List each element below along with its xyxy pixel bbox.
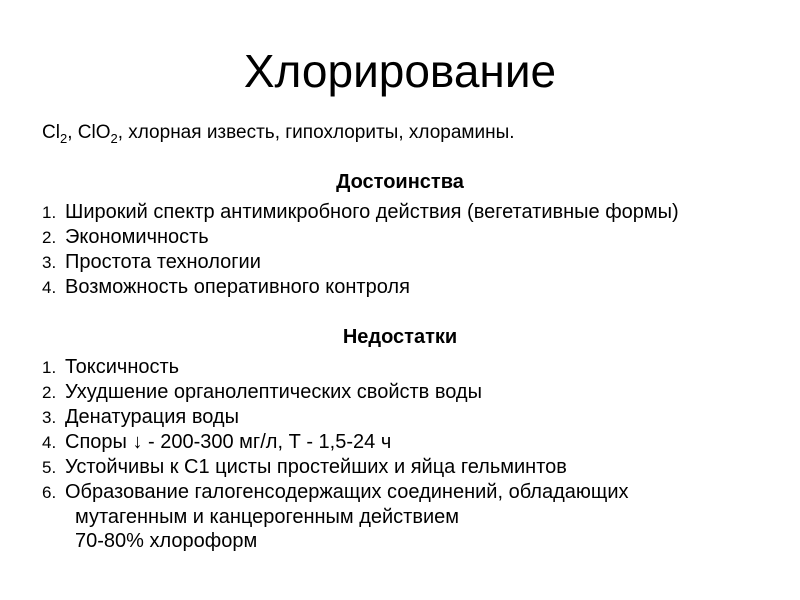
list-item xyxy=(42,275,758,300)
list-item-text: Споры ↓ - 200-300 мг/л, Т - 1,5-24 ч xyxy=(65,431,392,453)
slide-title: Хлорирование xyxy=(243,45,557,97)
list-item-text: Токсичность xyxy=(65,356,180,378)
list-item-text: Денатурация воды xyxy=(65,406,239,428)
list-item-number: 3. xyxy=(42,253,57,272)
list-item xyxy=(42,355,758,380)
list-item xyxy=(42,405,758,430)
list-item-number: 2. xyxy=(42,383,57,402)
list-item-number: 3. xyxy=(42,408,57,427)
list-item xyxy=(42,200,758,225)
list-item-text: Простота технологии xyxy=(65,251,261,273)
chemical-agents-line xyxy=(42,120,758,145)
list-item-text: Экономичность xyxy=(65,226,209,248)
list-item-number: 6. xyxy=(42,483,57,502)
list-item-number: 4. xyxy=(42,433,57,452)
advantages-header: Достоинства xyxy=(336,171,464,193)
slide-body xyxy=(42,120,758,553)
formula-clo: , ClO xyxy=(67,122,111,143)
list-item-text: Ухудшение органолептических свойств воды xyxy=(65,381,482,403)
agents-list-text: , хлорная известь, гипохлориты, хлорамины. xyxy=(117,122,515,143)
list-item-text: Широкий спектр антимикробного действия (вегетативные формы) xyxy=(65,201,679,223)
disadvantages-header: Недостатки xyxy=(342,326,458,348)
list-item xyxy=(42,430,758,455)
list-item-text: Возможность оперативного контроля xyxy=(65,276,410,298)
list-item xyxy=(42,250,758,275)
list-item xyxy=(42,480,758,505)
list-item xyxy=(42,225,758,250)
list-item-continuation: мутагенным и канцерогенным действием xyxy=(75,506,460,528)
formula-cl: Cl xyxy=(42,122,60,143)
formula-clo-subscript: 2 xyxy=(110,130,118,146)
formula-cl-subscript: 2 xyxy=(59,130,68,146)
list-item-number: 1. xyxy=(42,203,57,222)
list-item-text: Образование галогенсодержащих соединений, обладающих xyxy=(65,481,629,503)
list-item-text: Устойчивы к С1 цисты простейших и яйца гельминтов xyxy=(65,456,567,478)
list-item-continuation: 70-80% хлороформ xyxy=(75,530,258,552)
list-item-number: 5. xyxy=(42,458,57,477)
list-item-number: 4. xyxy=(42,278,57,297)
list-item-number: 2. xyxy=(42,228,57,247)
list-item xyxy=(42,380,758,405)
list-item xyxy=(42,455,758,480)
list-item-number: 1. xyxy=(42,358,57,377)
